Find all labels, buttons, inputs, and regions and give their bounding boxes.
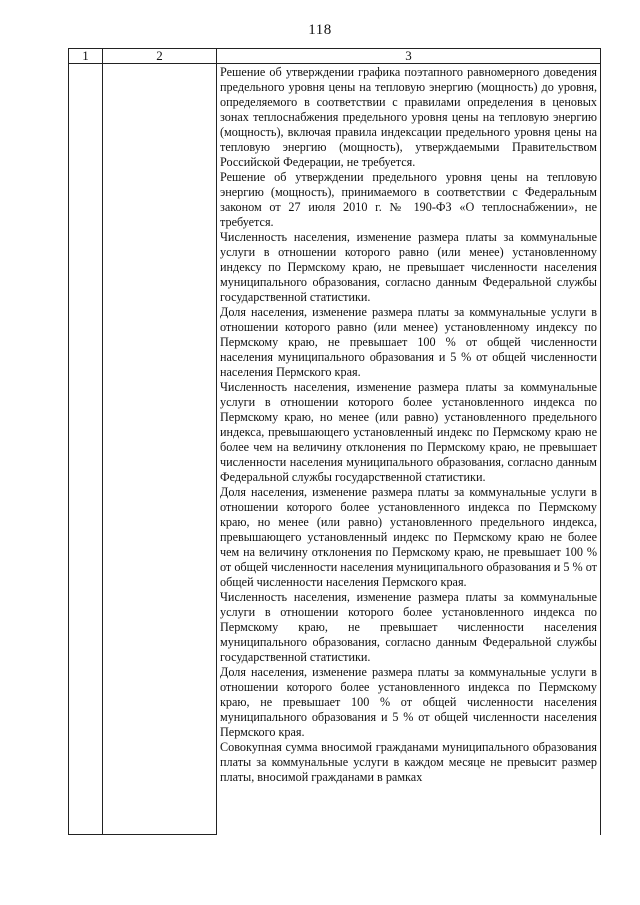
column-header-3: 3 <box>217 49 601 64</box>
column-2-cell <box>103 64 217 835</box>
column-1-cell <box>69 64 103 835</box>
paragraph: Доля населения, изменение размера платы за коммунальные услуги в отношении которого более установленного индекса по Пермскому краю, не превышает 100 % от общей численности населения муниципального образования и 5 % от общей численности населения Пермского края. <box>220 665 597 739</box>
paragraph: Доля населения, изменение размера платы за коммунальные услуги в отношении которого более установленного индекса по Пермскому краю, но менее (или равно) установленного предельного индекса, превышающего установленный индекс по Пермскому краю не более чем на величину отклонения по Пермскому краю, не превышает 100 % от общей численности населения муниципального образования и 5 % от общей численности населения Пермского края. <box>220 485 597 589</box>
document-table <box>68 48 601 835</box>
paragraph: Численность населения, изменение размера платы за коммунальные услуги в отношении которого более установленного индекса по Пермскому краю, не превышает численности населения муниципального образования, согласно данным Федеральной службы государственной статистики. <box>220 590 597 664</box>
column-header-2: 2 <box>103 49 217 64</box>
paragraph: Совокупная сумма вносимой гражданами муниципального образования платы за коммунальные услуги в каждом месяце не превысит размер платы, вносимой гражданами в рамках <box>220 740 597 784</box>
column-3-cell <box>217 64 601 835</box>
page-number: 118 <box>308 22 332 38</box>
table-row <box>69 64 601 835</box>
table-header-row <box>69 49 601 64</box>
paragraph: Решение об утверждении графика поэтапного равномерного доведения предельного уровня цены на тепловую энергию (мощность) до уровня, определяемого в соответствии с правилами определения в ценовых зонах теплоснабжения предельного уровня цены на тепловую энергию (мощность), включая правила индексации предельного уровня цены на тепловую энергию (мощность), утверждаемыми Правительством Российской Федерации, не требуется. <box>220 65 597 169</box>
paragraph: Решение об утверждении предельного уровня цены на тепловую энергию (мощность), принимаемого в соответствии с Федеральным законом от 27 июля 2010 г. № 190-ФЗ «О теплоснабжении», не требуется. <box>220 170 597 229</box>
column-header-1: 1 <box>69 49 103 64</box>
paragraph: Численность населения, изменение размера платы за коммунальные услуги в отношении которого равно (или менее) установленному индексу по Пермскому краю, не превышает численности населения муниципального образования, согласно данным Федеральной службы государственной статистики. <box>220 230 597 304</box>
paragraph: Численность населения, изменение размера платы за коммунальные услуги в отношении которого более установленного индекса по Пермскому краю, но менее (или равно) установленного предельного индекса, превышающего установленный индекс по Пермскому краю не более чем на величину отклонения по Пермскому краю, не превышает численности населения муниципального образования, согласно данным Федеральной службы государственной статистики. <box>220 380 597 484</box>
paragraph: Доля населения, изменение размера платы за коммунальные услуги в отношении которого равно (или менее) установленному индексу по Пермскому краю, не превышает 100 % от общей численности населения муниципального образования и 5 % от общей численности населения Пермского края. <box>220 305 597 379</box>
text-content <box>217 64 600 834</box>
